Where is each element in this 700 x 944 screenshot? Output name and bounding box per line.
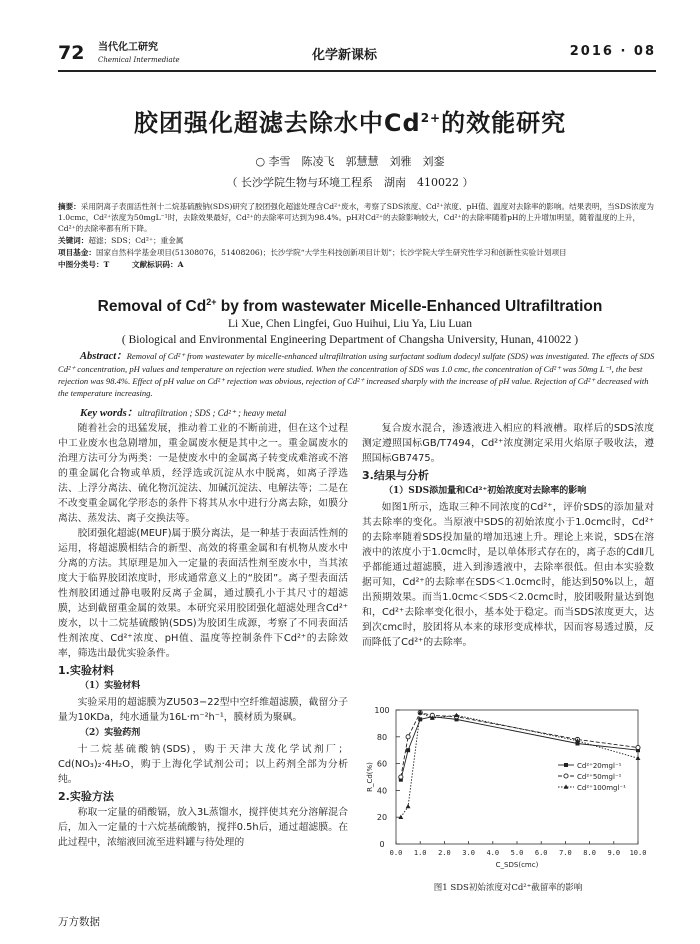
section-name: 化学新课标 xyxy=(312,48,378,63)
article-title-cn: 胶团强化超滤去除水中$Cd^{2+}$的效能研究 xyxy=(133,109,567,137)
rejection-chart xyxy=(362,700,654,880)
y-tick-label: 60 xyxy=(376,759,388,769)
funding-cn: 项目基金：国家自然科学基金项目(51308076，51408206)；长沙学院“大学生科技创新项目计划”；长沙学院大学生研究性学习和创新性实验计划项目 xyxy=(58,248,567,257)
issue-number: 2016 · 08 xyxy=(569,44,656,59)
header-rule xyxy=(58,70,656,72)
x-tick-label: 1.0 xyxy=(413,849,427,857)
intro-paragraph-2: 胶团强化超滤(MEUF)属于膜分离法，是一种基于表面活性剂的运用，将超滤膜相结合的新型、高效的将重金属和有机物从废水中分离的方法。其原理是加入一定量的表面活性剂至废水中，当其浓度大于临界胶团浓度时，形成通常意义上的“胶团”。离子型表面活性剂胶团通过静电吸附反离子金属，通过膜孔小于其尺寸的超滤膜，达到截留重金属的效果。本研究采用胶团强化超滤处理含Cd²⁺废水，以十二烷基硫酸钠(SDS)为胶团生成源，考察了不同表面活性剂浓度、Cd²⁺浓度、pH值、温度等控制条件下Cd²⁺的去除效率，筛选出最优实验条件。 xyxy=(58,528,348,659)
x-tick-label: 2.0 xyxy=(438,849,451,857)
x-tick-label: 4.0 xyxy=(486,849,500,857)
abstract-en: Abstract：Removal of Cd²⁺ from wastewater by micelle-enhanced ultrafiltration using surfactant sodium dodecyl sulfate (SDS) was investigated. The effects of SDS Cd²⁺ concentration, pH values and temperature on rejection were studied. When the concentration of SDS was 1.0 cmc, the concentration of Cd²⁺ was 50mg L⁻¹, the best rejection was 98.4%. Effect of pH value on Cd²⁺ rejection was obvious, rejection of Cd²⁺ increased sharply with the increase of pH value. Rejection of Cd²⁺ decreased with the temperature increasing. xyxy=(58,351,655,398)
x-tick-label: 6.0 xyxy=(534,849,548,857)
data-point xyxy=(406,804,411,808)
affiliation-cn: （ 长沙学院生物与环境工程系 湖南 410022 ） xyxy=(226,176,474,189)
body-right-column xyxy=(362,421,654,650)
figure-caption: 图1 SDS初始浓度对Cd²⁺截留率的影响 xyxy=(433,883,583,893)
y-tick-label: 100 xyxy=(374,706,390,715)
classification-line: 中图分类号：T 文献标识码：A xyxy=(58,260,184,269)
method-continued-paragraph: 复合废水混合，渗透液进入相应的料液槽。取样后的SDS浓度测定遵照国标GB/T7494，Cd²⁺浓度测定采用火焰原子吸收法，遵照国标GB7475。 xyxy=(362,423,654,464)
keywords-cn: 关键词：超滤；SDS；Cd²⁺；重金属 xyxy=(58,236,184,245)
legend-marker xyxy=(564,774,568,778)
x-tick-label: 3.0 xyxy=(462,849,475,857)
authors-en: Li Xue, Chen Lingfei, Guo Huihui, Liu Ya, Liu Luan xyxy=(227,318,473,330)
subsection-1-2-text: 十二烷基硫酸钠(SDS)，购于天津大茂化学试剂厂；Cd(NO₃)₂·4H₂O，购于上海化学试剂公司；以上药剂全部为分析纯。 xyxy=(58,744,348,785)
x-axis-label: C_SDS(cmc) xyxy=(495,861,539,869)
intro-paragraph-1: 随着社会的迅猛发展，推动着工业的不断前进，但在这个过程中工业废水也急剧增加，重金属废水便是其中之一。重金属废水的治理方法可分为两类：一是使废水中的金属离子转变成难溶或不溶的重金属化合物或单质，经浮选或沉淀从水中脱离，如离子浮选法、上浮分离法、硫化物沉淀法、加碱沉淀法、电解法等；二是在不改变重金属化学形态的条件下将其从水中进行分离去除，如膜分离法、蒸发法、离子交换法等。 xyxy=(58,423,348,524)
x-tick-label: 8.0 xyxy=(583,849,596,857)
y-tick-label: 0 xyxy=(379,840,385,849)
article-title-en: Removal of $Cd^{2+}$ by from wastewater Micelle-Enhanced Ultrafiltration xyxy=(97,297,603,316)
legend-marker xyxy=(564,763,568,767)
journal-name-en: Chemical Intermediate xyxy=(98,56,180,64)
y-tick-label: 80 xyxy=(376,732,388,742)
abstract-cn: 摘要：采用阴离子表面活性剂十二烷基硫酸钠(SDS)研究了胶团强化超滤处理含Cd²⁺废水，考察了SDS浓度、Cd²⁺浓度、pH值、温度对去除率的影响。结果表明，当SDS浓度为1.0cmc，Cd²⁺浓度为50mgL⁻¹时，去除效果最好，Cd²⁺的去除率可达到为98.4%。pH对Cd²⁺的去除影响较大，Cd²⁺的去除率随着pH的上升增加明显，随着温度的上升，Cd²⁺的去除率都有所下降。 xyxy=(58,202,654,233)
authors-cn: ○ 李雪 陈凌飞 郭慧慧 刘雅 刘銮 xyxy=(255,155,445,168)
data-point xyxy=(406,748,410,752)
x-tick-label: 7.0 xyxy=(559,849,572,857)
data-point xyxy=(406,735,410,739)
legend-label: Cd²⁺20mgl⁻¹ xyxy=(577,762,622,770)
subsection-1-1-heading: （1）实验材料 xyxy=(80,681,141,691)
subsection-3-1-heading: （1）SDS添加量和Cd²⁺初始浓度对去除率的影响 xyxy=(384,486,587,496)
x-tick-label: 10.0 xyxy=(629,849,647,857)
x-tick-label: 0.0 xyxy=(389,849,403,857)
page-header xyxy=(58,40,656,74)
keywords-en: Key words：ultrafiltration ; SDS ; Cd²⁺ ; heavy metal xyxy=(80,407,287,419)
data-point xyxy=(636,745,640,749)
data-point xyxy=(636,756,641,760)
legend-label: Cd²⁺100mgl⁻¹ xyxy=(577,784,626,792)
figure-1 xyxy=(362,700,654,915)
y-tick-label: 40 xyxy=(376,786,388,796)
section-3-heading: 3.结果与分析 xyxy=(362,469,429,482)
subsection-3-1-text: 如图1所示，选取三种不同浓度的Cd²⁺，评价SDS的添加量对其去除率的变化。当原液中SDS的初始浓度小于1.0cmc时，Cd²⁺的去除率随着SDS投加量的增加迅速上升。理论上来说，SDS在溶液中的浓度小于1.0cmc时，是以单体形式存在的，离子态的CdⅡ几乎都能通过超滤膜，进入到渗透液中，去除率很低。但由本实验数据可知，Cd²⁺的去除率在SDS＜1.0cmc时，能达到50%以上，超出预期效果。而当1.0cmc＜SDS＜2.0cmc时，胶团吸附量达到饱和，Cd²⁺去除率变化很小，基本处于稳定。而当SDS浓度更大，达到次cmc时，胶团将从本来的球形变成棒状，因而容易透过膜，反而降低了Cd²⁺的去除率。 xyxy=(362,502,654,648)
subsection-1-1-text: 实验采用的超滤膜为ZU503−22型中空纤维超滤膜，截留分子量为10KDa，纯水通量为16L·m⁻²h⁻¹，膜材质为聚砜。 xyxy=(58,697,348,723)
footer-watermark: 万方数据 xyxy=(58,916,100,928)
y-axis-label: R_Cd(%) xyxy=(366,762,374,792)
abstract-cn-block xyxy=(58,201,656,271)
affiliation-en: ( Biological and Environmental Engineering Department of Changsha University, Hunan, 410022 ) xyxy=(121,334,579,346)
section-1-heading: 1.实验材料 xyxy=(58,664,114,677)
section-2-text: 称取一定量的硝酸镉，放入3L蒸馏水，搅拌使其充分溶解混合后，加入一定量的十六烷基硫酸钠，搅拌0.5h后，通过超滤膜。在此过程中，浓缩液回流至进料罐与待处理的 xyxy=(58,807,348,848)
section-2-heading: 2.实验方法 xyxy=(58,790,114,803)
page-number: 72 xyxy=(58,42,85,64)
x-tick-label: 5.0 xyxy=(510,849,524,857)
legend-label: Cd²⁺50mgl⁻¹ xyxy=(577,773,622,781)
x-tick-label: 9.0 xyxy=(607,849,621,857)
subsection-1-2-heading: （2）实验药剂 xyxy=(80,728,141,738)
data-point xyxy=(399,775,403,779)
journal-name-cn: 当代化工研究 xyxy=(98,42,158,53)
data-point xyxy=(398,815,403,819)
journal-name xyxy=(98,42,180,66)
y-tick-label: 20 xyxy=(376,813,388,823)
body-left-column xyxy=(58,421,348,850)
